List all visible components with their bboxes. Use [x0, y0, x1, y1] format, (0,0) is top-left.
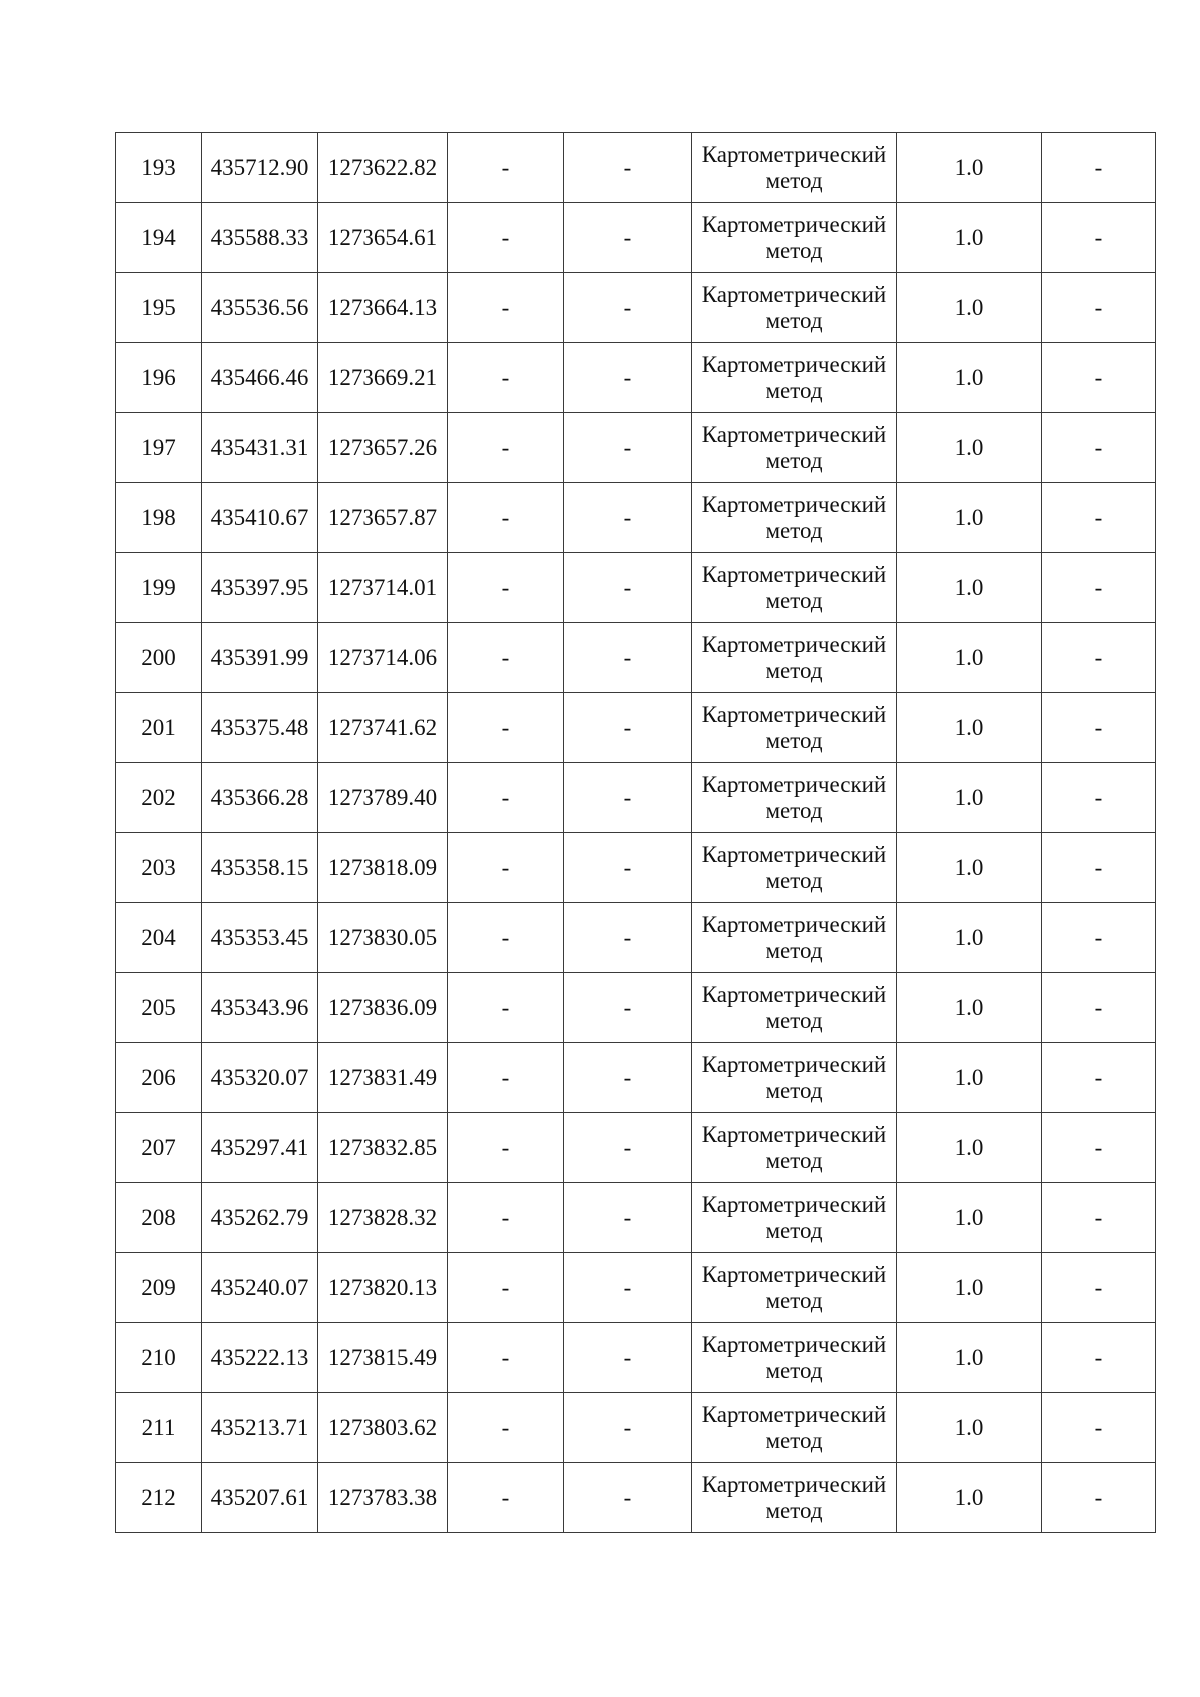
x-coordinate-cell: 435343.96 [202, 973, 318, 1043]
empty-value-cell: - [564, 203, 692, 273]
empty-value-cell: - [448, 273, 564, 343]
table-row [116, 1183, 1156, 1253]
point-number-cell: 205 [116, 973, 202, 1043]
accuracy-cell: 1.0 [897, 1253, 1042, 1323]
empty-value-cell: - [448, 1253, 564, 1323]
table-row [116, 413, 1156, 483]
accuracy-cell: 1.0 [897, 553, 1042, 623]
empty-value-cell: - [564, 1323, 692, 1393]
y-coordinate-cell: 1273741.62 [318, 693, 448, 763]
point-number-cell: 208 [116, 1183, 202, 1253]
empty-value-cell: - [564, 693, 692, 763]
accuracy-cell: 1.0 [897, 833, 1042, 903]
point-number-cell: 196 [116, 343, 202, 413]
x-coordinate-cell: 435375.48 [202, 693, 318, 763]
determination-method-cell: Картометрический метод [692, 763, 897, 833]
determination-method-cell: Картометрический метод [692, 483, 897, 553]
point-number-cell: 207 [116, 1113, 202, 1183]
empty-value-cell: - [1042, 1043, 1156, 1113]
empty-value-cell: - [448, 413, 564, 483]
accuracy-cell: 1.0 [897, 623, 1042, 693]
empty-value-cell: - [448, 1183, 564, 1253]
x-coordinate-cell: 435320.07 [202, 1043, 318, 1113]
x-coordinate-cell: 435391.99 [202, 623, 318, 693]
empty-value-cell: - [448, 623, 564, 693]
table-row [116, 553, 1156, 623]
empty-value-cell: - [448, 833, 564, 903]
table-row [116, 343, 1156, 413]
accuracy-cell: 1.0 [897, 903, 1042, 973]
y-coordinate-cell: 1273657.26 [318, 413, 448, 483]
x-coordinate-cell: 435358.15 [202, 833, 318, 903]
point-number-cell: 197 [116, 413, 202, 483]
empty-value-cell: - [564, 273, 692, 343]
table-row [116, 833, 1156, 903]
y-coordinate-cell: 1273664.13 [318, 273, 448, 343]
empty-value-cell: - [1042, 1463, 1156, 1533]
y-coordinate-cell: 1273830.05 [318, 903, 448, 973]
empty-value-cell: - [564, 1393, 692, 1463]
empty-value-cell: - [564, 1463, 692, 1533]
y-coordinate-cell: 1273828.32 [318, 1183, 448, 1253]
point-number-cell: 210 [116, 1323, 202, 1393]
table-row [116, 623, 1156, 693]
table-row [116, 693, 1156, 763]
empty-value-cell: - [564, 833, 692, 903]
empty-value-cell: - [564, 973, 692, 1043]
point-number-cell: 204 [116, 903, 202, 973]
point-number-cell: 209 [116, 1253, 202, 1323]
empty-value-cell: - [1042, 903, 1156, 973]
empty-value-cell: - [448, 343, 564, 413]
determination-method-cell: Картометрический метод [692, 1463, 897, 1533]
table-row [116, 1043, 1156, 1113]
y-coordinate-cell: 1273820.13 [318, 1253, 448, 1323]
empty-value-cell: - [564, 553, 692, 623]
accuracy-cell: 1.0 [897, 1183, 1042, 1253]
table-row [116, 1113, 1156, 1183]
point-number-cell: 203 [116, 833, 202, 903]
determination-method-cell: Картометрический метод [692, 973, 897, 1043]
coordinates-table-body [116, 133, 1156, 1533]
x-coordinate-cell: 435297.41 [202, 1113, 318, 1183]
table-row [116, 1323, 1156, 1393]
empty-value-cell: - [448, 133, 564, 203]
empty-value-cell: - [448, 1043, 564, 1113]
empty-value-cell: - [448, 693, 564, 763]
x-coordinate-cell: 435536.56 [202, 273, 318, 343]
point-number-cell: 193 [116, 133, 202, 203]
accuracy-cell: 1.0 [897, 133, 1042, 203]
empty-value-cell: - [564, 1113, 692, 1183]
accuracy-cell: 1.0 [897, 1113, 1042, 1183]
empty-value-cell: - [564, 1043, 692, 1113]
empty-value-cell: - [448, 1323, 564, 1393]
x-coordinate-cell: 435712.90 [202, 133, 318, 203]
accuracy-cell: 1.0 [897, 1043, 1042, 1113]
point-number-cell: 198 [116, 483, 202, 553]
y-coordinate-cell: 1273714.01 [318, 553, 448, 623]
y-coordinate-cell: 1273803.62 [318, 1393, 448, 1463]
empty-value-cell: - [1042, 483, 1156, 553]
empty-value-cell: - [1042, 1323, 1156, 1393]
empty-value-cell: - [564, 483, 692, 553]
empty-value-cell: - [564, 133, 692, 203]
point-number-cell: 206 [116, 1043, 202, 1113]
empty-value-cell: - [448, 763, 564, 833]
table-row [116, 973, 1156, 1043]
x-coordinate-cell: 435410.67 [202, 483, 318, 553]
y-coordinate-cell: 1273669.21 [318, 343, 448, 413]
empty-value-cell: - [1042, 203, 1156, 273]
empty-value-cell: - [448, 203, 564, 273]
accuracy-cell: 1.0 [897, 483, 1042, 553]
accuracy-cell: 1.0 [897, 693, 1042, 763]
accuracy-cell: 1.0 [897, 763, 1042, 833]
determination-method-cell: Картометрический метод [692, 833, 897, 903]
y-coordinate-cell: 1273818.09 [318, 833, 448, 903]
table-row [116, 483, 1156, 553]
accuracy-cell: 1.0 [897, 973, 1042, 1043]
x-coordinate-cell: 435431.31 [202, 413, 318, 483]
y-coordinate-cell: 1273789.40 [318, 763, 448, 833]
point-number-cell: 211 [116, 1393, 202, 1463]
accuracy-cell: 1.0 [897, 413, 1042, 483]
empty-value-cell: - [1042, 693, 1156, 763]
point-number-cell: 195 [116, 273, 202, 343]
point-number-cell: 194 [116, 203, 202, 273]
y-coordinate-cell: 1273815.49 [318, 1323, 448, 1393]
determination-method-cell: Картометрический метод [692, 1323, 897, 1393]
y-coordinate-cell: 1273622.82 [318, 133, 448, 203]
determination-method-cell: Картометрический метод [692, 693, 897, 763]
empty-value-cell: - [1042, 413, 1156, 483]
point-number-cell: 202 [116, 763, 202, 833]
table-row [116, 203, 1156, 273]
x-coordinate-cell: 435466.46 [202, 343, 318, 413]
empty-value-cell: - [1042, 133, 1156, 203]
table-row [116, 1463, 1156, 1533]
point-number-cell: 201 [116, 693, 202, 763]
x-coordinate-cell: 435366.28 [202, 763, 318, 833]
empty-value-cell: - [564, 623, 692, 693]
empty-value-cell: - [448, 1113, 564, 1183]
point-number-cell: 199 [116, 553, 202, 623]
accuracy-cell: 1.0 [897, 1463, 1042, 1533]
point-number-cell: 212 [116, 1463, 202, 1533]
empty-value-cell: - [564, 1183, 692, 1253]
determination-method-cell: Картометрический метод [692, 623, 897, 693]
y-coordinate-cell: 1273714.06 [318, 623, 448, 693]
determination-method-cell: Картометрический метод [692, 133, 897, 203]
table-row [116, 273, 1156, 343]
empty-value-cell: - [1042, 833, 1156, 903]
x-coordinate-cell: 435213.71 [202, 1393, 318, 1463]
empty-value-cell: - [564, 343, 692, 413]
empty-value-cell: - [448, 903, 564, 973]
empty-value-cell: - [1042, 343, 1156, 413]
y-coordinate-cell: 1273831.49 [318, 1043, 448, 1113]
point-number-cell: 200 [116, 623, 202, 693]
empty-value-cell: - [1042, 973, 1156, 1043]
determination-method-cell: Картометрический метод [692, 1393, 897, 1463]
x-coordinate-cell: 435353.45 [202, 903, 318, 973]
x-coordinate-cell: 435397.95 [202, 553, 318, 623]
empty-value-cell: - [1042, 1183, 1156, 1253]
empty-value-cell: - [564, 763, 692, 833]
y-coordinate-cell: 1273836.09 [318, 973, 448, 1043]
determination-method-cell: Картометрический метод [692, 343, 897, 413]
determination-method-cell: Картометрический метод [692, 203, 897, 273]
empty-value-cell: - [564, 1253, 692, 1323]
empty-value-cell: - [1042, 273, 1156, 343]
table-row [116, 133, 1156, 203]
empty-value-cell: - [1042, 763, 1156, 833]
empty-value-cell: - [564, 903, 692, 973]
determination-method-cell: Картометрический метод [692, 903, 897, 973]
y-coordinate-cell: 1273832.85 [318, 1113, 448, 1183]
accuracy-cell: 1.0 [897, 203, 1042, 273]
determination-method-cell: Картометрический метод [692, 1253, 897, 1323]
x-coordinate-cell: 435207.61 [202, 1463, 318, 1533]
accuracy-cell: 1.0 [897, 1323, 1042, 1393]
empty-value-cell: - [1042, 1113, 1156, 1183]
empty-value-cell: - [448, 553, 564, 623]
determination-method-cell: Картометрический метод [692, 413, 897, 483]
empty-value-cell: - [448, 483, 564, 553]
table-row [116, 1393, 1156, 1463]
accuracy-cell: 1.0 [897, 343, 1042, 413]
empty-value-cell: - [1042, 1253, 1156, 1323]
empty-value-cell: - [564, 413, 692, 483]
x-coordinate-cell: 435240.07 [202, 1253, 318, 1323]
y-coordinate-cell: 1273657.87 [318, 483, 448, 553]
determination-method-cell: Картометрический метод [692, 273, 897, 343]
empty-value-cell: - [1042, 553, 1156, 623]
x-coordinate-cell: 435588.33 [202, 203, 318, 273]
x-coordinate-cell: 435222.13 [202, 1323, 318, 1393]
determination-method-cell: Картометрический метод [692, 1183, 897, 1253]
empty-value-cell: - [448, 973, 564, 1043]
y-coordinate-cell: 1273783.38 [318, 1463, 448, 1533]
accuracy-cell: 1.0 [897, 1393, 1042, 1463]
empty-value-cell: - [1042, 1393, 1156, 1463]
table-row [116, 1253, 1156, 1323]
table-row [116, 763, 1156, 833]
determination-method-cell: Картометрический метод [692, 1043, 897, 1113]
determination-method-cell: Картометрический метод [692, 553, 897, 623]
table-row [116, 903, 1156, 973]
coordinates-table [115, 132, 1156, 1533]
empty-value-cell: - [448, 1393, 564, 1463]
y-coordinate-cell: 1273654.61 [318, 203, 448, 273]
empty-value-cell: - [1042, 623, 1156, 693]
determination-method-cell: Картометрический метод [692, 1113, 897, 1183]
empty-value-cell: - [448, 1463, 564, 1533]
accuracy-cell: 1.0 [897, 273, 1042, 343]
x-coordinate-cell: 435262.79 [202, 1183, 318, 1253]
